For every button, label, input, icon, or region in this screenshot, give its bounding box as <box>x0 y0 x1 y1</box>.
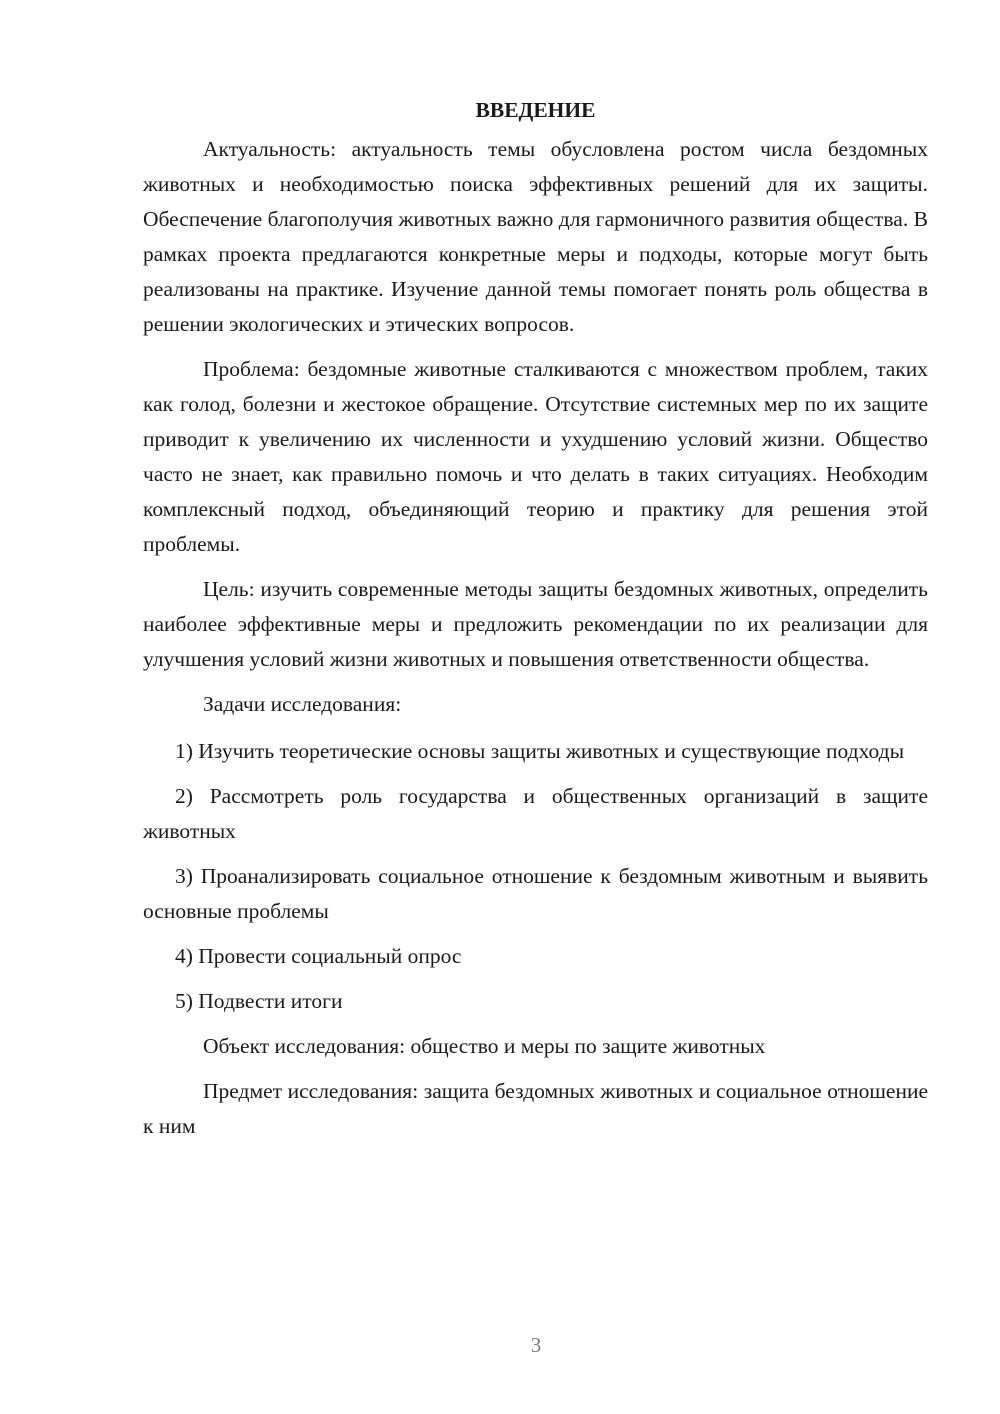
section-title: ВВЕДЕНИЕ <box>475 98 596 122</box>
task-item: 3) Проанализировать социальное отношение к бездомным животным и выявить основные проблемы <box>143 864 928 923</box>
task-item: 5) Подвести итоги <box>175 989 343 1013</box>
task-item: 1) Изучить теоретические основы защиты животных и существующие подходы <box>175 739 905 763</box>
relevance-paragraph: Актуальность: актуальность темы обусловлена ростом числа бездомных животных и необходимостью поиска эффективных решений для их защиты. Обеспечение благополучия животных важно для гармоничного развития общества. В рамках проекта предлагаются конкретные меры и подходы, которые могут быть реализованы на практике. Изучение данной темы помогает понять роль общества в решении экологических и этических вопросов. <box>143 137 928 336</box>
document-page <box>143 96 928 1154</box>
subject-paragraph: Предмет исследования: защита бездомных животных и социальное отношение к ним <box>143 1079 928 1138</box>
object-paragraph: Объект исследования: общество и меры по защите животных <box>203 1034 766 1058</box>
tasks-heading: Задачи исследования: <box>203 692 402 716</box>
task-item: 4) Провести социальный опрос <box>175 944 462 968</box>
problem-paragraph: Проблема: бездомные животные сталкиваются с множеством проблем, таких как голод, болезни и жестокое обращение. Отсутствие системных мер по их защите приводит к увеличению их численности и ухудшению условий жизни. Общество часто не знает, как правильно помочь и что делать в таких ситуациях. Необходим комплексный подход, объединяющий теорию и практику для решения этой проблемы. <box>143 357 928 556</box>
goal-paragraph: Цель: изучить современные методы защиты бездомных животных, определить наиболее эффективные меры и предложить рекомендации по их реализации для улучшения условий жизни животных и повышения ответственности общества. <box>143 577 928 671</box>
page-number: 3 <box>530 1333 542 1357</box>
task-item: 2) Рассмотреть роль государства и общественных организаций в защите животных <box>143 784 928 843</box>
